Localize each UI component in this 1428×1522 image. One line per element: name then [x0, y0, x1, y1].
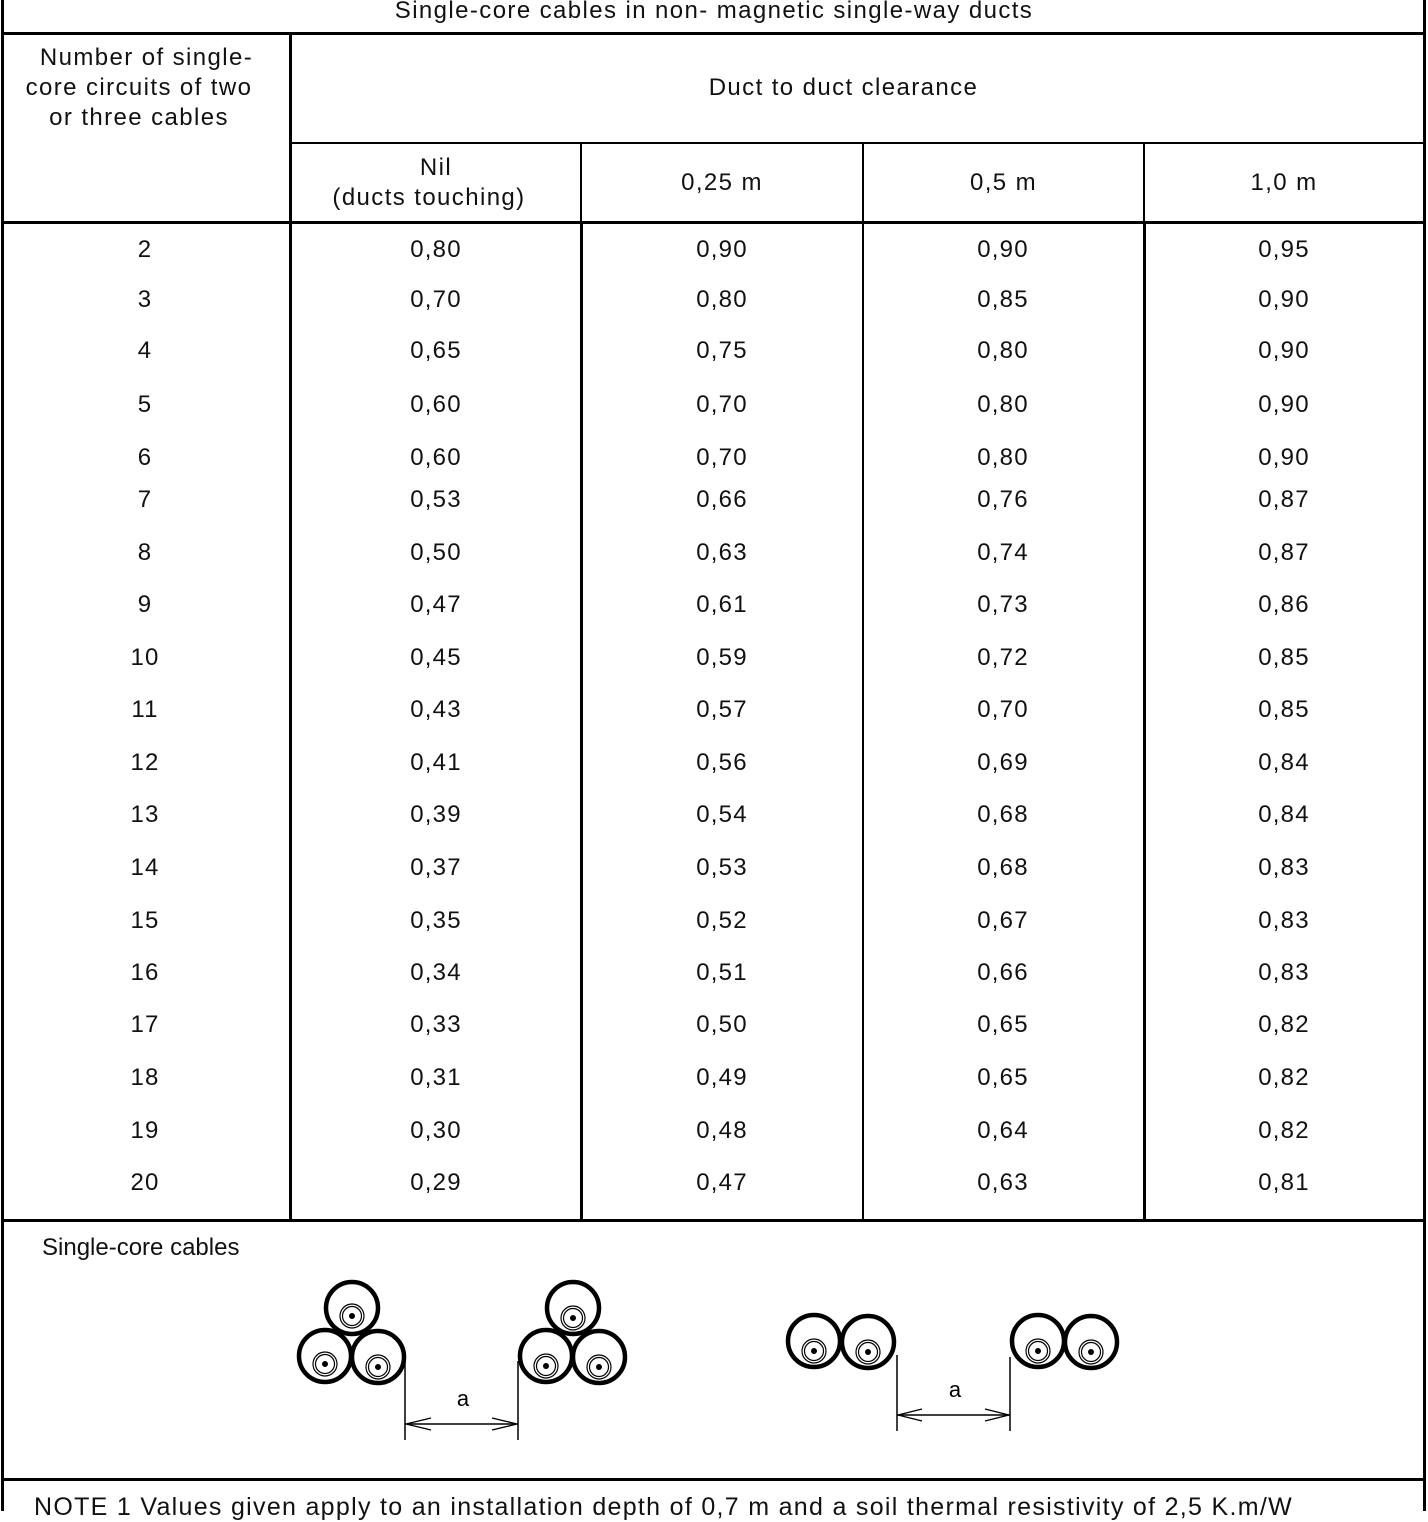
- trefoil-circuit-right: [520, 1282, 625, 1383]
- factor-cell: 0,29: [410, 1169, 462, 1196]
- group-header-duct-clearance: Duct to duct clearance: [708, 74, 979, 101]
- flat-circuit-left: [788, 1315, 894, 1368]
- col-header-1-0m: 1,0 m: [1250, 169, 1318, 196]
- factor-cell: 0,67: [977, 907, 1029, 934]
- flat-dimension: [897, 1355, 1010, 1431]
- circuit-count-cell: 18: [130, 1064, 160, 1091]
- factor-cell: 0,54: [696, 801, 748, 828]
- trefoil-circuit-left: [299, 1282, 404, 1383]
- factor-cell: 0,47: [696, 1169, 748, 1196]
- circuit-count-cell: 2: [137, 236, 153, 263]
- factor-cell: 0,57: [696, 696, 748, 723]
- factor-cell: 0,43: [410, 696, 462, 723]
- factor-cell: 0,81: [1258, 1169, 1310, 1196]
- circuit-count-cell: 12: [130, 749, 160, 776]
- cable-left: [788, 1315, 840, 1367]
- conductor-core: [375, 1364, 381, 1370]
- factor-cell: 0,80: [410, 236, 462, 263]
- factor-cell: 0,84: [1258, 801, 1310, 828]
- factor-cell: 0,30: [410, 1117, 462, 1144]
- cable-bottom-right: [573, 1331, 625, 1383]
- col-header-nil: Nil: [419, 154, 453, 181]
- conductor-core: [570, 1315, 576, 1321]
- factor-cell: 0,63: [977, 1169, 1029, 1196]
- circuit-count-cell: 10: [130, 644, 160, 671]
- circuit-count-cell: 16: [130, 959, 160, 986]
- circuit-count-cell: 9: [137, 591, 153, 618]
- circuit-count-cell: 15: [130, 907, 160, 934]
- factor-cell: 0,53: [410, 486, 462, 513]
- circuit-count-cell: 14: [130, 854, 160, 881]
- factor-cell: 0,31: [410, 1064, 462, 1091]
- trefoil-dimension-label: a: [456, 1386, 470, 1411]
- factor-cell: 0,95: [1258, 236, 1310, 263]
- factor-cell: 0,70: [410, 286, 462, 313]
- factor-cell: 0,90: [1258, 286, 1310, 313]
- factor-cell: 0,82: [1258, 1117, 1310, 1144]
- cable-top: [547, 1282, 599, 1334]
- factor-cell: 0,73: [977, 591, 1029, 618]
- circuit-count-cell: 20: [130, 1169, 160, 1196]
- factor-cell: 0,90: [696, 236, 748, 263]
- factor-cell: 0,90: [1258, 391, 1310, 418]
- factor-cell: 0,85: [1258, 696, 1310, 723]
- cable-right: [1065, 1316, 1117, 1368]
- circuit-count-cell: 6: [137, 444, 153, 471]
- factor-cell: 0,83: [1258, 959, 1310, 986]
- factor-cell: 0,68: [977, 854, 1029, 881]
- factor-cell: 0,85: [1258, 644, 1310, 671]
- factor-cell: 0,70: [977, 696, 1029, 723]
- conductor-core: [543, 1363, 549, 1369]
- cable-bottom-left: [520, 1330, 572, 1382]
- factor-cell: 0,80: [977, 444, 1029, 471]
- factor-cell: 0,45: [410, 644, 462, 671]
- factor-cell: 0,52: [696, 907, 748, 934]
- factor-cell: 0,39: [410, 801, 462, 828]
- table-title: Single-core cables in non- magnetic single-way ducts: [394, 0, 1034, 24]
- factor-cell: 0,87: [1258, 539, 1310, 566]
- factor-cell: 0,90: [977, 236, 1029, 263]
- duct-outline: [299, 1330, 351, 1382]
- factor-cell: 0,56: [696, 749, 748, 776]
- factor-cell: 0,82: [1258, 1011, 1310, 1038]
- factor-cell: 0,75: [696, 337, 748, 364]
- factor-cell: 0,49: [696, 1064, 748, 1091]
- factor-cell: 0,61: [696, 591, 748, 618]
- factor-cell: 0,50: [696, 1011, 748, 1038]
- factor-cell: 0,59: [696, 644, 748, 671]
- factor-cell: 0,86: [1258, 591, 1310, 618]
- conductor-core: [596, 1364, 602, 1370]
- cable-top: [326, 1282, 378, 1334]
- factor-cell: 0,76: [977, 486, 1029, 513]
- factor-cell: 0,65: [410, 337, 462, 364]
- factor-cell: 0,66: [977, 959, 1029, 986]
- factor-cell: 0,90: [1258, 337, 1310, 364]
- factor-cell: 0,74: [977, 539, 1029, 566]
- factor-cell: 0,70: [696, 444, 748, 471]
- factor-cell: 0,33: [410, 1011, 462, 1038]
- factor-cell: 0,53: [696, 854, 748, 881]
- factor-cell: 0,80: [696, 286, 748, 313]
- col-header-0-25m: 0,25 m: [681, 169, 763, 196]
- factor-cell: 0,60: [410, 444, 462, 471]
- circuit-count-cell: 17: [130, 1011, 160, 1038]
- col-header-nil-sub: (ducts touching): [332, 184, 526, 211]
- circuit-count-cell: 4: [137, 337, 153, 364]
- factor-cell: 0,68: [977, 801, 1029, 828]
- factor-cell: 0,60: [410, 391, 462, 418]
- factor-cell: 0,87: [1258, 486, 1310, 513]
- circuit-count-cell: 7: [137, 486, 153, 513]
- cable-right: [842, 1316, 894, 1368]
- factor-cell: 0,48: [696, 1117, 748, 1144]
- factor-cell: 0,70: [696, 391, 748, 418]
- factor-cell: 0,82: [1258, 1064, 1310, 1091]
- conductor-core: [1035, 1348, 1041, 1354]
- factor-cell: 0,37: [410, 854, 462, 881]
- cable-bottom-right: [352, 1331, 404, 1383]
- factor-cell: 0,65: [977, 1064, 1029, 1091]
- factor-cell: 0,83: [1258, 907, 1310, 934]
- conductor-core: [811, 1348, 817, 1354]
- trefoil-dimension: [405, 1356, 518, 1440]
- conductor-core: [1088, 1349, 1094, 1355]
- factor-cell: 0,83: [1258, 854, 1310, 881]
- factor-cell: 0,72: [977, 644, 1029, 671]
- col-header-0-5m: 0,5 m: [969, 169, 1038, 196]
- conductor-core: [865, 1349, 871, 1355]
- factor-cell: 0,63: [696, 539, 748, 566]
- row-header-line-3: or three cables: [49, 104, 229, 131]
- cable-bottom-left: [299, 1330, 351, 1382]
- factor-cell: 0,50: [410, 539, 462, 566]
- conductor-core: [322, 1361, 328, 1367]
- circuit-count-cell: 13: [130, 801, 160, 828]
- factor-cell: 0,65: [977, 1011, 1029, 1038]
- cable-left: [1012, 1315, 1064, 1367]
- factor-cell: 0,47: [410, 591, 462, 618]
- factor-cell: 0,90: [1258, 444, 1310, 471]
- figure-label: Single-core cables: [42, 1234, 240, 1261]
- factor-cell: 0,80: [977, 391, 1029, 418]
- factor-cell: 0,41: [410, 749, 462, 776]
- note-1: NOTE 1 Values given apply to an installation depth of 0,7 m and a soil thermal resistivity of 2,5 K.m/W: [34, 1493, 1293, 1521]
- factor-cell: 0,64: [977, 1117, 1029, 1144]
- factor-cell: 0,34: [410, 959, 462, 986]
- factor-cell: 0,51: [696, 959, 748, 986]
- circuit-count-cell: 8: [137, 539, 153, 566]
- duct-outline: [326, 1282, 378, 1334]
- row-header-line-2: core circuits of two: [25, 74, 253, 101]
- conductor-core: [349, 1313, 355, 1319]
- factor-cell: 0,80: [977, 337, 1029, 364]
- circuit-count-cell: 19: [130, 1117, 160, 1144]
- factor-cell: 0,66: [696, 486, 748, 513]
- circuit-count-cell: 11: [131, 696, 159, 723]
- circuit-count-cell: 5: [137, 391, 153, 418]
- factor-cell: 0,84: [1258, 749, 1310, 776]
- factor-cell: 0,85: [977, 286, 1029, 313]
- factor-cell: 0,35: [410, 907, 462, 934]
- factor-cell: 0,69: [977, 749, 1029, 776]
- circuit-count-cell: 3: [137, 286, 153, 313]
- flat-dimension-label: a: [948, 1377, 962, 1402]
- flat-circuit-right: [1012, 1315, 1117, 1368]
- row-header-line-1: Number of single-: [39, 44, 254, 71]
